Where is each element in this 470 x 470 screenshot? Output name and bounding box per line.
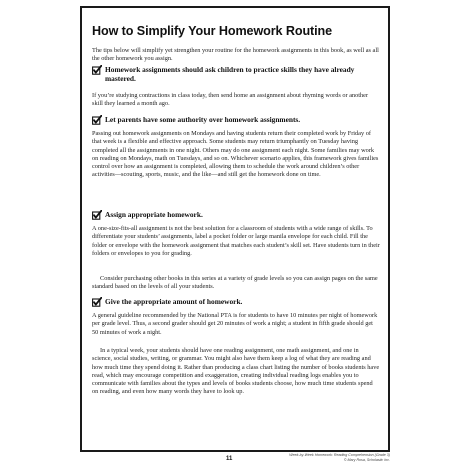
page-number: 11 (226, 456, 233, 462)
page-title: How to Simplify Your Homework Routine (92, 24, 333, 38)
tip-paragraph: Passing out homework assignments on Mondays and having students return their completed work by Friday of that week is a flexible and effective approach. Some students may return triumphantly on Tuesday having completed all the assignments in one night. Others may do one assignment each night. Some families may work on reading on Mondays, math on Tuesdays, and so on. Whichever scenario applies, this framework gives families control over how an assignment is completed, allowing them to schedule the work around children’s other activities—scouting, sports, music, and the like—and still get the homework done on time. (92, 130, 379, 179)
checkbox-checkmark-icon (92, 297, 102, 307)
tip-paragraph: A general guideline recommended by the National PTA is for students to have 10 minutes per night of homework per grade level. Thus, a second grader should get 20 minutes of work a night; a student in fifth grade should get 50 minutes of work a night. (92, 312, 378, 336)
checkbox-checkmark-icon (92, 65, 102, 75)
credit-line (289, 453, 390, 462)
checkbox-checkmark-icon (92, 210, 102, 220)
tip-heading-text: Let parents have some authority over homework assignments. (105, 115, 301, 124)
tip-paragraph: Consider purchasing other books in this series at a variety of grade levels so you can assign pages on the same standard based on the levels of all your students. (92, 275, 378, 291)
credit-line-1: Week-by-Week Homework: Reading Comprehension (Grade 3) (289, 453, 390, 457)
tip-heading-2 (92, 116, 382, 125)
tip-heading-text: Assign appropriate homework. (105, 210, 203, 219)
tip-paragraph: In a typical week, your students should have one reading assignment, one math assignment, and one in science, social studies, writing, or grammar. You might also have them keep a log of what they are reading and how much time they spend doing it. Rather than producing a class chart listing the number of books students have read, which may encourage competition and exaggeration, creating individual reading logs enables you to communicate with families about the types and levels of books students choose, how much time students spend on reading, and even how many words they have to look up. (92, 347, 380, 396)
checkbox-checkmark-icon (92, 115, 102, 125)
tip-heading-text: Give the appropriate amount of homework. (105, 297, 243, 306)
tip-heading-text: Homework assignments should ask children to practice skills they have already mastered. (105, 65, 355, 83)
intro-paragraph: The tips below will simplify yet strengthen your routine for the homework assignments in this book, as well as all the other homework you assign. (92, 47, 379, 63)
tip-heading-3 (92, 211, 382, 220)
tip-paragraph: If you’re studying contractions in class today, then send home an assignment about rhyming words or another skill they learned a month ago. (92, 92, 369, 108)
tip-heading-4 (92, 298, 382, 307)
credit-line-2: © Mary Rosa, Scholastic Inc. (343, 457, 390, 462)
tip-heading-1 (92, 66, 382, 83)
tip-paragraph: A one-size-fits-all assignment is not the best solution for a classroom of students with a wide range of skills. To differentiate your students’ assignments, label a pocket folder or large manila envelope for each child. Fill the folder or envelope with the homework assignment that matches each student’s skill set. Have students turn in their folders or envelopes to you for grading. (92, 225, 380, 257)
